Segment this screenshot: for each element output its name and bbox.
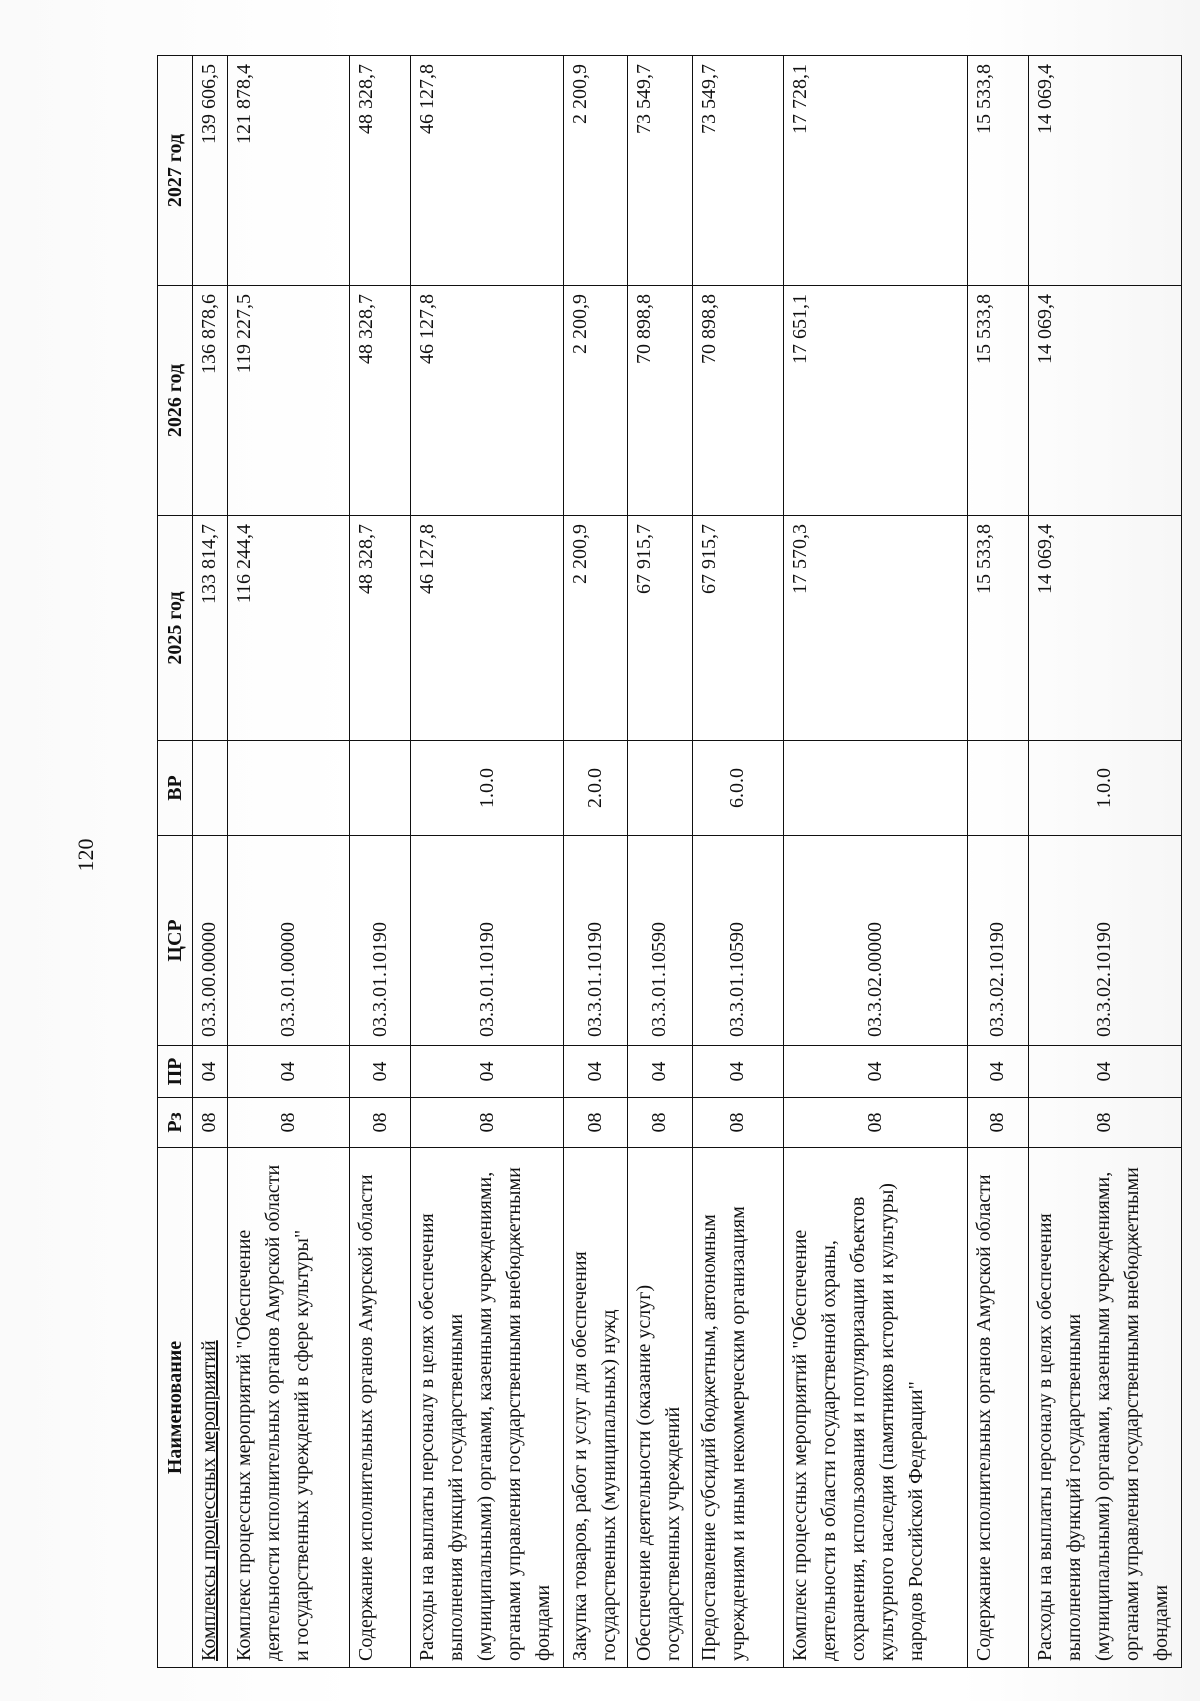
row-name: Комплекс процессных мероприятий "Обеспечение деятельности в области государственной охраны, сохранения, использования и популяризации объектов культурного наследия (памятников истории и культуры) народов Российской Федерации" <box>784 1148 968 1668</box>
row-csr: 03.3.02.00000 <box>784 836 968 1046</box>
row-csr: 03.3.01.10590 <box>692 836 784 1046</box>
table-row <box>967 56 1028 1668</box>
row-2025: 67 915,7 <box>628 516 692 741</box>
row-vr: 6.0.0 <box>692 741 784 836</box>
row-2027: 73 549,7 <box>628 56 692 286</box>
row-2026: 17 651,1 <box>784 286 968 516</box>
table-row <box>227 56 349 1668</box>
row-name: Закупка товаров, работ и услуг для обеспечения государственных (муниципальных) нужд <box>564 1148 628 1668</box>
budget-table <box>157 55 1182 1668</box>
row-csr: 03.3.00.00000 <box>193 836 228 1046</box>
row-2025: 133 814,7 <box>193 516 228 741</box>
row-pr: 04 <box>628 1046 692 1098</box>
row-csr: 03.3.01.10590 <box>628 836 692 1046</box>
row-2025: 2 200,9 <box>564 516 628 741</box>
row-2025: 46 127,8 <box>411 516 564 741</box>
row-2026: 48 328,7 <box>350 286 411 516</box>
table-row <box>564 56 628 1668</box>
row-2027: 121 878,4 <box>227 56 349 286</box>
row-rz: 08 <box>193 1098 228 1148</box>
row-2025: 17 570,3 <box>784 516 968 741</box>
row-2027: 2 200,9 <box>564 56 628 286</box>
row-2026: 119 227,5 <box>227 286 349 516</box>
row-rz: 08 <box>564 1098 628 1148</box>
row-2026: 14 069,4 <box>1028 286 1181 516</box>
table-row <box>628 56 692 1668</box>
row-name: Предоставление субсидий бюджетным, автономным учреждениям и иным некоммерческим организациям <box>692 1148 784 1668</box>
page-number: 120 <box>73 838 98 872</box>
row-csr: 03.3.01.10190 <box>350 836 411 1046</box>
table-row <box>193 56 228 1668</box>
row-pr: 04 <box>411 1046 564 1098</box>
table-row <box>784 56 968 1668</box>
row-name: Содержание исполнительных органов Амурской области <box>350 1148 411 1668</box>
row-2027: 46 127,8 <box>411 56 564 286</box>
row-rz: 08 <box>692 1098 784 1148</box>
header-pr: ПР <box>158 1046 193 1098</box>
row-rz: 08 <box>350 1098 411 1148</box>
row-2027: 14 069,4 <box>1028 56 1181 286</box>
table-row <box>692 56 784 1668</box>
row-vr: 1.0.0 <box>411 741 564 836</box>
row-pr: 04 <box>193 1046 228 1098</box>
header-2027: 2027 год <box>158 56 193 286</box>
row-2026: 46 127,8 <box>411 286 564 516</box>
row-2027: 15 533,8 <box>967 56 1028 286</box>
header-name: Наименование <box>158 1148 193 1668</box>
row-name: Комплекс процессных мероприятий "Обеспечение деятельности исполнительных органов Амурской области и государственных учреждений в сфере культуры" <box>227 1148 349 1668</box>
row-pr: 04 <box>692 1046 784 1098</box>
row-rz: 08 <box>411 1098 564 1148</box>
row-2026: 70 898,8 <box>692 286 784 516</box>
row-2025: 14 069,4 <box>1028 516 1181 741</box>
row-pr: 04 <box>350 1046 411 1098</box>
row-2027: 73 549,7 <box>692 56 784 286</box>
table-row <box>1028 56 1181 1668</box>
row-vr <box>193 741 228 836</box>
budget-table-rotated <box>157 56 1182 1668</box>
row-pr: 04 <box>564 1046 628 1098</box>
header-2026: 2026 год <box>158 286 193 516</box>
row-2026: 136 878,6 <box>193 286 228 516</box>
row-2025: 48 328,7 <box>350 516 411 741</box>
table-header-row <box>158 56 193 1668</box>
row-pr: 04 <box>227 1046 349 1098</box>
row-rz: 08 <box>967 1098 1028 1148</box>
header-2025: 2025 год <box>158 516 193 741</box>
row-2026: 2 200,9 <box>564 286 628 516</box>
row-name: Обеспечение деятельности (оказание услуг) государственных учреждений <box>628 1148 692 1668</box>
row-vr <box>967 741 1028 836</box>
row-rz: 08 <box>1028 1098 1181 1148</box>
row-name: Комплексы процессных мероприятий <box>193 1148 228 1668</box>
table-row <box>411 56 564 1668</box>
row-csr: 03.3.01.10190 <box>564 836 628 1046</box>
table-row <box>350 56 411 1668</box>
row-pr: 04 <box>967 1046 1028 1098</box>
row-2027: 139 606,5 <box>193 56 228 286</box>
header-vr: ВР <box>158 741 193 836</box>
row-2027: 48 328,7 <box>350 56 411 286</box>
row-2027: 17 728,1 <box>784 56 968 286</box>
row-2025: 15 533,8 <box>967 516 1028 741</box>
row-pr: 04 <box>1028 1046 1181 1098</box>
header-rz: Рз <box>158 1098 193 1148</box>
row-vr: 2.0.0 <box>564 741 628 836</box>
row-csr: 03.3.01.00000 <box>227 836 349 1046</box>
row-vr <box>350 741 411 836</box>
row-vr: 1.0.0 <box>1028 741 1181 836</box>
row-rz: 08 <box>628 1098 692 1148</box>
row-2025: 116 244,4 <box>227 516 349 741</box>
header-csr: ЦСР <box>158 836 193 1046</box>
row-csr: 03.3.01.10190 <box>411 836 564 1046</box>
row-name: Расходы на выплаты персоналу в целях обеспечения выполнения функций государственными (муниципальными) органами, казенными учреждениями, органами управления государственными внебюджетными фондами <box>1028 1148 1181 1668</box>
row-name: Расходы на выплаты персоналу в целях обеспечения выполнения функций государственными (муниципальными) органами, казенными учреждениями, органами управления государственными внебюджетными фондами <box>411 1148 564 1668</box>
row-rz: 08 <box>784 1098 968 1148</box>
row-vr <box>628 741 692 836</box>
row-csr: 03.3.02.10190 <box>967 836 1028 1046</box>
row-2026: 70 898,8 <box>628 286 692 516</box>
row-2026: 15 533,8 <box>967 286 1028 516</box>
row-csr: 03.3.02.10190 <box>1028 836 1181 1046</box>
row-pr: 04 <box>784 1046 968 1098</box>
row-name: Содержание исполнительных органов Амурской области <box>967 1148 1028 1668</box>
row-vr <box>784 741 968 836</box>
row-rz: 08 <box>227 1098 349 1148</box>
row-vr <box>227 741 349 836</box>
row-2025: 67 915,7 <box>692 516 784 741</box>
